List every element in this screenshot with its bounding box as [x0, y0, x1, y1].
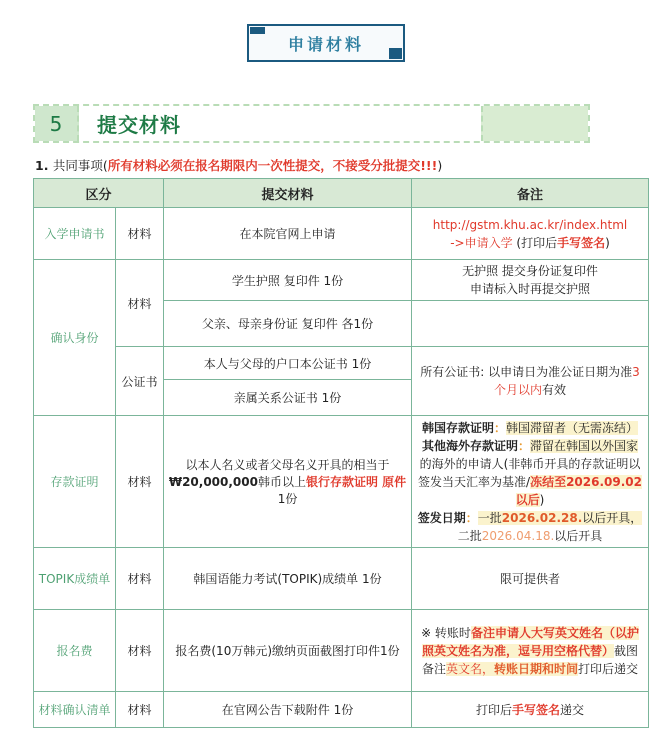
cell-remark-deposit: 韩国存款证明：韩国滞留者（无需冻结） 其他海外存款证明：滞留在韩国以外国家的海外的申请人(非韩币开具的存款证明以签发当天汇率为基准/冻结至2026.09.02以后) 签发日期：一批2026.02.28.以后开具，二批2026.04.18.以后开具	[412, 416, 649, 548]
cell-remark-notary: 所有公证书: 以申请日为准公证日期为准3个月以内有效	[412, 347, 649, 416]
cell-category-fee: 报名费	[34, 610, 116, 692]
cell-category-checklist: 材料确认清单	[34, 692, 116, 728]
cell-material-hukou: 本人与父母的户口本公证书 1份	[164, 347, 412, 380]
section-heading	[33, 104, 590, 143]
common-notice: 1. 共同事项(所有材料必须在报名期限内一次性提交，不接受分批提交!!!)	[35, 158, 443, 173]
cell-material-fee: 报名费(10万韩元)缴纳页面截图打印件1份	[164, 610, 412, 692]
cell-category-identity: 确认身份	[34, 260, 116, 416]
corner-accent	[250, 27, 265, 34]
cell-remark-empty	[412, 301, 649, 347]
cell-sub-checklist: 材料	[116, 692, 164, 728]
cell-remark-passport: 无护照 提交身份证复印件 申请标入时再提交护照	[412, 260, 649, 301]
cell-material-passport: 学生护照 复印件 1份	[164, 260, 412, 301]
cell-material-kinship: 亲属关系公证书 1份	[164, 380, 412, 416]
section-number: 5	[35, 106, 79, 141]
cell-sub-topik: 材料	[116, 548, 164, 610]
row-fee	[34, 610, 649, 692]
header-category: 区分	[34, 179, 164, 208]
cell-sub-deposit: 材料	[116, 416, 164, 548]
cell-remark-admission-url[interactable]: http://gstm.khu.ac.kr/index.html ->申请入学 (打印后手写签名)	[412, 208, 649, 260]
row-identity-passport	[34, 260, 649, 301]
cell-material-topik: 韩国语能力考试(TOPIK)成绩单 1份	[164, 548, 412, 610]
row-admission	[34, 208, 649, 260]
cell-category-admission: 入学申请书	[34, 208, 116, 260]
cell-sub-admission: 材料	[116, 208, 164, 260]
row-identity-hukou	[34, 347, 649, 380]
cell-category-deposit: 存款证明	[34, 416, 116, 548]
header-material: 提交材料	[164, 179, 412, 208]
cell-sub-identity-material: 材料	[116, 260, 164, 347]
header-remark: 备注	[412, 179, 649, 208]
cell-material-admission: 在本院官网上申请	[164, 208, 412, 260]
section-title: 提交材料	[97, 113, 181, 137]
badge-label: 申请材料	[287, 34, 364, 54]
application-materials-badge	[247, 24, 405, 62]
cell-remark-checklist: 打印后手写签名递交	[412, 692, 649, 728]
cell-category-topik: TOPIK成绩单	[34, 548, 116, 610]
section-decoration	[481, 106, 588, 141]
cell-sub-fee: 材料	[116, 610, 164, 692]
corner-accent	[389, 48, 402, 59]
row-deposit	[34, 416, 649, 548]
cell-remark-fee: ※ 转账时备注申请人大写英文姓名（以护照英文姓名为准，逗号用空格代替）截图备注英文名，转账日期和时间打印后递交	[412, 610, 649, 692]
table-header-row	[34, 179, 649, 208]
cell-sub-identity-notary: 公证书	[116, 347, 164, 416]
cell-remark-topik: 限可提供者	[412, 548, 649, 610]
cell-material-checklist: 在官网公告下载附件 1份	[164, 692, 412, 728]
row-checklist	[34, 692, 649, 728]
cell-material-parents-id: 父亲、母亲身份证 复印件 各1份	[164, 301, 412, 347]
row-topik	[34, 548, 649, 610]
materials-table	[33, 178, 649, 728]
cell-material-deposit: 以本人名义或者父母名义开具的相当于 ₩20,000,000韩币以上银行存款证明 原件 1份	[164, 416, 412, 548]
